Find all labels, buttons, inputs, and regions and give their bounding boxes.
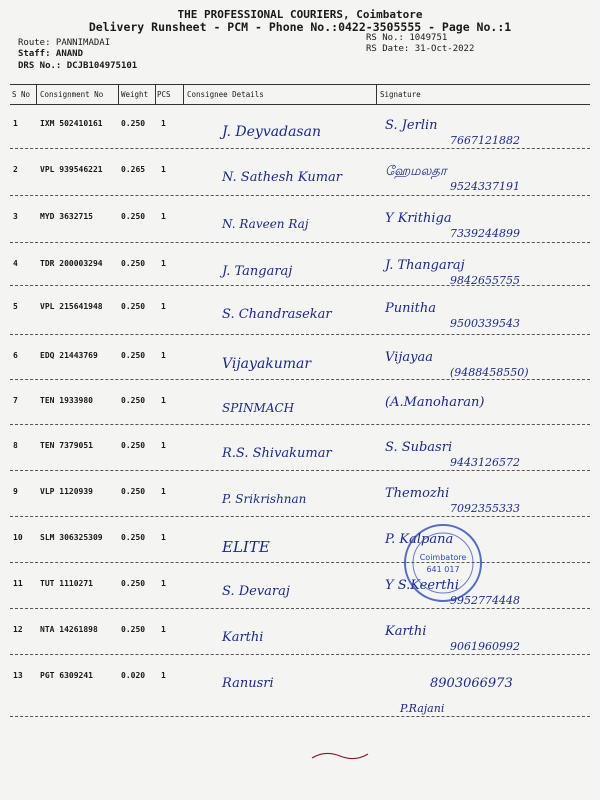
row-consignment-no: VPL 215641948 [40, 302, 103, 311]
row-consignment-no: VPL 939546221 [40, 165, 103, 174]
column-divider [36, 84, 37, 104]
row-signature-handwritten: Punitha [385, 301, 436, 316]
row-sno: 11 [13, 579, 23, 588]
row-sno: 7 [13, 396, 18, 405]
header-signature: Signature [380, 90, 421, 99]
row-pcs: 1 [161, 625, 166, 634]
row-phone-note: 7339244899 [450, 227, 520, 240]
row-weight: 0.020 [121, 671, 146, 680]
row-signature-handwritten: P. Kalpana [385, 532, 454, 547]
row-consignment-no: MYD 3632715 [40, 212, 93, 221]
row-phone-note: 7667121882 [450, 134, 520, 147]
stamp-city: Coimbatore [419, 553, 467, 562]
row-consignee-handwritten: Vijayakumar [222, 356, 312, 372]
header-weight: Weight [121, 90, 149, 99]
row-consignment-no: IXM 502410161 [40, 119, 103, 128]
company-title: THE PROFESSIONAL COURIERS, Coimbatore [177, 8, 423, 21]
row-signature-handwritten: ஹேமலதா [385, 164, 447, 179]
row-signature-handwritten: 8903066973 [430, 676, 513, 691]
row-separator [10, 195, 590, 196]
row-signature-handwritten: Themozhi [385, 486, 450, 501]
row-pcs: 1 [161, 579, 166, 588]
row-separator [10, 516, 590, 517]
staff-label: Staff: ANAND [18, 49, 84, 59]
row-consignment-no: PGT 6309241 [40, 671, 93, 680]
row-phone-note: 9061960992 [450, 640, 520, 653]
stamp-pin: 641 017 [426, 565, 460, 574]
row-weight: 0.265 [121, 165, 146, 174]
row-phone-note: 9524337191 [450, 180, 520, 193]
row-pcs: 1 [161, 533, 166, 542]
header-consignment: Consignment No [40, 90, 104, 99]
column-divider [376, 84, 377, 104]
row-separator [10, 716, 590, 717]
row-consignee-handwritten: ELITE [222, 538, 270, 556]
row-weight: 0.250 [121, 533, 146, 542]
row-signature-handwritten: Y S.Keerthi [385, 578, 460, 593]
row-phone-note: 7092355333 [450, 502, 520, 515]
row-separator [10, 470, 590, 471]
row-pcs: 1 [161, 671, 166, 680]
row-consignment-no: SLM 306325309 [40, 533, 103, 542]
row-sno: 4 [13, 259, 18, 268]
row-separator [10, 562, 590, 563]
row-separator [10, 285, 590, 286]
drs-number: DRS No.: DCJB104975101 [18, 61, 138, 71]
table-top-rule [10, 84, 590, 85]
row-sno: 10 [13, 533, 23, 542]
row-signature-handwritten: S. Subasri [385, 440, 453, 455]
row-consignee-handwritten: S. Chandrasekar [222, 307, 332, 322]
header-consignee: Consignee Details [187, 90, 264, 99]
row-pcs: 1 [161, 302, 166, 311]
row-separator [10, 379, 590, 380]
row-signature-handwritten: Y Krithiga [385, 211, 452, 226]
row-weight: 0.250 [121, 351, 146, 360]
row-weight: 0.250 [121, 625, 146, 634]
row-pcs: 1 [161, 212, 166, 221]
row-consignment-no: TEN 7379051 [40, 441, 93, 450]
row-phone-note: (9488458550) [450, 366, 529, 379]
row-consignee-handwritten: SPINMACH [222, 401, 295, 415]
row-pcs: 1 [161, 396, 166, 405]
row-signature-handwritten: Karthi [385, 624, 427, 639]
route-label: Route: PANNIMADAI [18, 38, 111, 48]
row-consignee-handwritten: J. Deyvadasan [222, 124, 321, 140]
row-sno: 6 [13, 351, 18, 360]
row-separator [10, 148, 590, 149]
row-signature-handwritten: Vijayaa [385, 350, 433, 365]
row-separator [10, 608, 590, 609]
rs-date: RS Date: 31-Oct-2022 [366, 44, 475, 54]
row-signature-handwritten: S. Jerlin [385, 118, 438, 133]
row-pcs: 1 [161, 165, 166, 174]
row-consignment-no: VLP 1120939 [40, 487, 93, 496]
row-pcs: 1 [161, 351, 166, 360]
footer-scribble [310, 748, 370, 762]
row-consignment-no: TEN 1933980 [40, 396, 93, 405]
row-signature-handwritten: J. Thangaraj [385, 258, 465, 273]
rs-number: RS No.: 1049751 [366, 33, 448, 43]
row-separator [10, 334, 590, 335]
row-phone-note: 9952774448 [450, 594, 520, 607]
row-sno: 5 [13, 302, 18, 311]
row-sno: 13 [13, 671, 23, 680]
row-sno: 12 [13, 625, 23, 634]
row-sno: 2 [13, 165, 18, 174]
post-office-stamp [402, 522, 484, 604]
row-consignee-handwritten: N. Raveen Raj [222, 217, 309, 231]
row-weight: 0.250 [121, 487, 146, 496]
row-weight: 0.250 [121, 396, 146, 405]
row-consignee-handwritten: S. Devaraj [222, 584, 290, 599]
row-sno: 9 [13, 487, 18, 496]
row-weight: 0.250 [121, 579, 146, 588]
row-sno: 8 [13, 441, 18, 450]
row-phone-note: 9842655755 [450, 274, 520, 287]
row-separator [10, 424, 590, 425]
column-divider [183, 84, 184, 104]
row-pcs: 1 [161, 487, 166, 496]
row-weight: 0.250 [121, 259, 146, 268]
runsheet-subtitle: Delivery Runsheet - PCM - Phone No.:0422-3505555 - Page No.:1 [88, 20, 512, 34]
row-consignment-no: EDQ 21443769 [40, 351, 98, 360]
row-consignee-handwritten: Ranusri [222, 676, 274, 691]
row-sno: 1 [13, 119, 18, 128]
row-signature-handwritten: (A.Manoharan) [385, 395, 485, 410]
row-weight: 0.250 [121, 302, 146, 311]
row-pcs: 1 [161, 259, 166, 268]
table-header-rule [10, 104, 590, 105]
row-consignee-handwritten: Karthi [222, 630, 264, 645]
row-consignee-handwritten: R.S. Shivakumar [222, 446, 332, 461]
row-weight: 0.250 [121, 441, 146, 450]
row-consignee-handwritten: N. Sathesh Kumar [222, 170, 343, 185]
column-divider [118, 84, 119, 104]
row-weight: 0.250 [121, 119, 146, 128]
row-pcs: 1 [161, 119, 166, 128]
row-separator [10, 242, 590, 243]
row-consignee-handwritten: P. Srikrishnan [222, 492, 307, 506]
row-consignment-no: TUT 1110271 [40, 579, 93, 588]
row-consignment-no: TDR 200003294 [40, 259, 103, 268]
header-sno: S No [12, 90, 31, 99]
row-pcs: 1 [161, 441, 166, 450]
column-divider [155, 84, 156, 104]
row-sno: 3 [13, 212, 18, 221]
row-consignee-handwritten: J. Tangaraj [222, 264, 293, 279]
row-weight: 0.250 [121, 212, 146, 221]
row-phone-note: 9443126572 [450, 456, 520, 469]
row-phone-note: P.Rajani [400, 702, 445, 715]
header-pcs: PCS [157, 90, 171, 99]
row-phone-note: 9500339543 [450, 317, 520, 330]
row-separator [10, 654, 590, 655]
row-consignment-no: NTA 14261898 [40, 625, 98, 634]
